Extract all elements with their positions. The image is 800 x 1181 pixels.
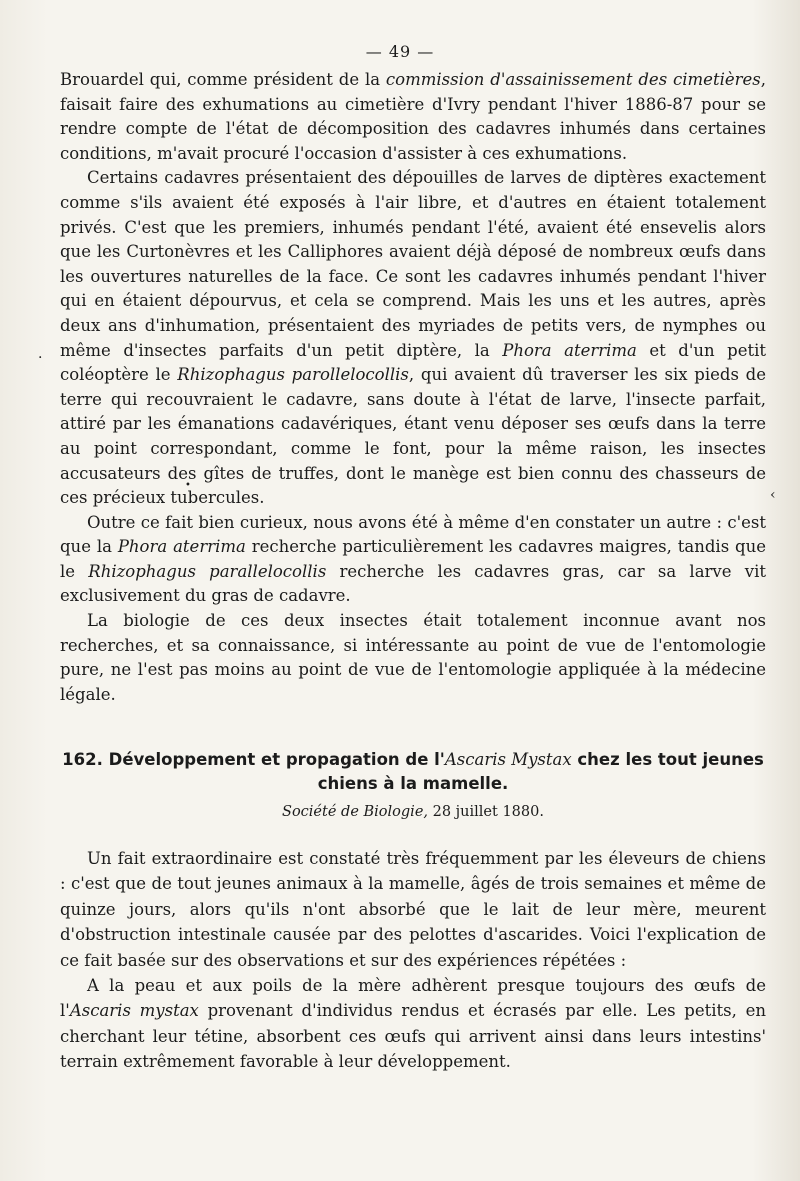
main-text (60, 68, 766, 707)
paragraph: Brouardel qui, comme président de la commission d'assainissement des cimetières, faisait faire des exhumations au cimetière d'Ivry pendant l'hiver 1886-87 pour se rendre compte de l'état de décomposition des cadavres inhumés dans certaines conditions, m'avait procuré l'occasion d'assister à ces exhumations. (60, 70, 766, 163)
source-society: Société de Biologie, (282, 804, 429, 820)
paragraph: A la peau et aux poils de la mère adhèrent presque toujours des œufs de l'Ascaris mystax provenant d'individus rendus et écrasés par elle. Les petits, en cherchant leur tétine, absorbent ces œufs qui arrivent ainsi dans leurs intestins' terrain extrêmement favorable à leur développement. (60, 976, 767, 1072)
section-heading (60, 748, 766, 796)
section-title-species: Ascaris Mystax (444, 750, 572, 769)
paragraph: Outre ce fait bien curieux, nous avons été à même d'en constater un autre : c'est que la Phora aterrima recherche particulièrement les cadavres maigres, tandis que le Rhizophagus parallelocollis recherche les cadavres gras, car sa larve vit exclusivement du gras de cadavre. (60, 512, 766, 606)
margin-mark: ‹ (770, 487, 776, 503)
section-text (60, 846, 766, 1075)
stain-mark: . (38, 346, 43, 362)
source-date: 28 juillet 1880. (428, 804, 544, 820)
section-source (60, 804, 766, 820)
section-number: 162. (62, 750, 103, 769)
paragraph: Un fait extraordinaire est constaté très fréquemment par les éleveurs de chiens : c'est que de tout jeunes animaux à la mamelle, âgés de trois semaines et même de quinze jours, alors qu'ils n'ont absorbé que le lait de leur mère, meurent d'obstruction intestinale causée par des pelottes d'ascarides. Voici l'explication de ce fait basée sur des observations et sur des expériences répétées : (60, 849, 766, 970)
ink-dot-mark: • (185, 480, 191, 491)
section-title-start: Développement et propagation de l' (108, 750, 445, 769)
paragraph: La biologie de ces deux insectes était totalement inconnue avant nos recherches, et sa connaissance, si intéressante au point de vue de l'entomologie pure, ne l'est pas moins au point de vue de l'entomologie appliquée à la médecine légale. (60, 611, 766, 704)
paragraph: Certains cadavres présentaient des dépouilles de larves de diptères exactement comme s'ils avaient été exposés à l'air libre, et d'autres en étaient totalement privés. C'est que les premiers, inhumés pendant l'été, avaient été ensevelis alors que les Curtonèvres et les Calliphores avaient déjà déposé de nombreux œufs dans les ouvertures naturelles de la face. Ce sont les cadavres inhumés pendant l'hiver qui en étaient dépourvus, et cela se comprend. Mais les uns et les autres, après deux ans d'inhumation, présentaient des myriades de petits vers, de nymphes ou même d'insectes parfaits d'un petit diptère, la Phora aterrima et d'un petit coléoptère le Rhizophagus parollelocollis, qui avaient dû traverser les six pieds de terre qui recouvraient le cadavre, sans doute à l'état de larve, l'insecte parfait, attiré par les émanations cadavériques, étant venu déposer ses œufs dans la terre au point correspondant, comme le font, pour la même raison, les insectes accusateurs des gîtes de truffes, dont le manège est bien connu des chasseurs de ces précieux tubercules. (60, 168, 767, 508)
page-number: — 49 — (365, 42, 435, 61)
section-title-end: chez les tout jeunes chiens à la mamelle. (317, 750, 764, 793)
